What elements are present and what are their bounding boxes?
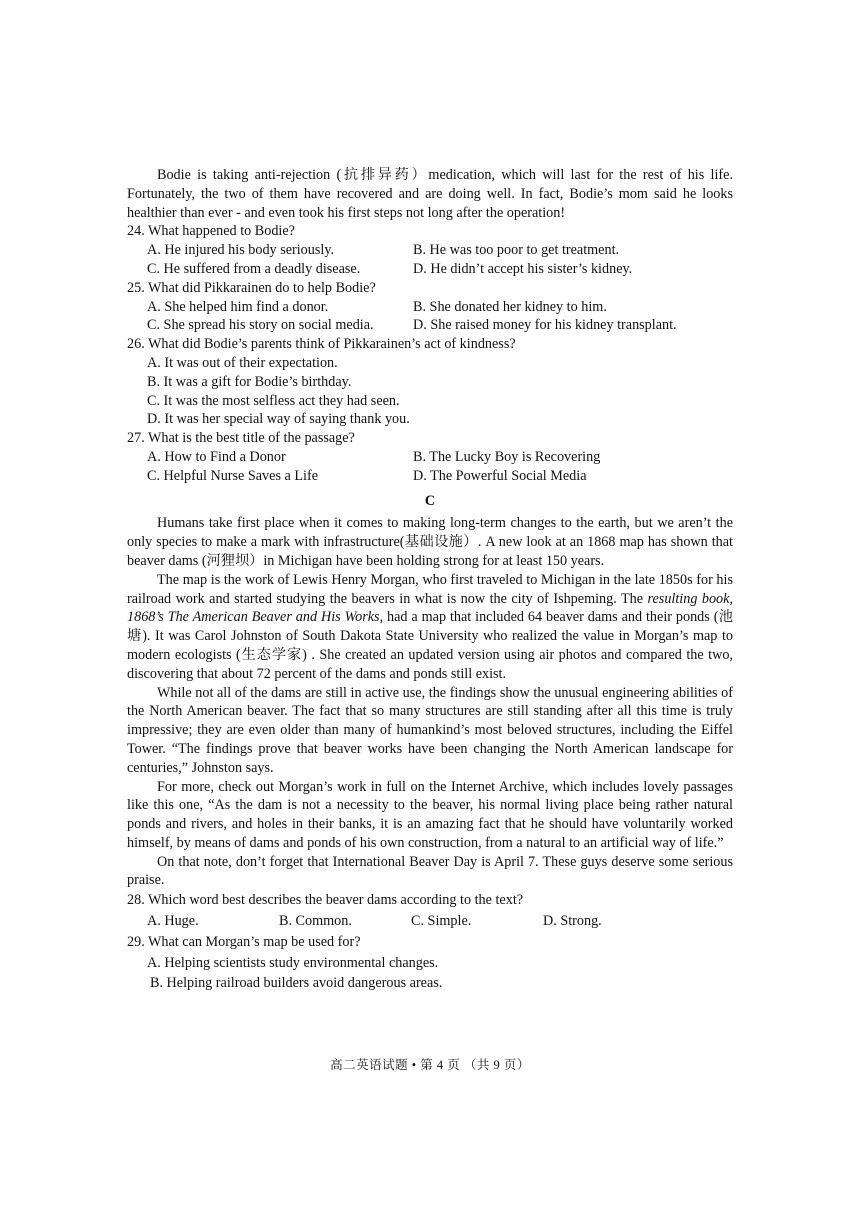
- option-26-a: A. It was out of their expectation.: [147, 354, 338, 371]
- option-24-b: B. He was too poor to get treatment.: [413, 242, 620, 259]
- question-28-options: [127, 912, 733, 931]
- book-title: resulting book, 1868’s The American Beaver and His Works: [127, 590, 733, 626]
- question-27-options-row-2: [127, 467, 733, 486]
- section-c-paragraph-2-part-2: , had a map that included 64 beaver dams and their ponds (池塘). It was Carol Johnston of South Dakota State University who realized the value in Morgan’s map to modern ecologists (生态学家) . She created an updated version using air photos and compared the two, discovering that about 72 percent of the dams and ponds still exist.: [127, 609, 733, 682]
- option-26-c: C. It was the most selfless act they had seen.: [147, 392, 400, 409]
- question-25-options-row-1: [127, 298, 733, 317]
- question-29-stem: 29. What can Morgan’s map be used for?: [127, 933, 361, 950]
- question-28-stem: 28. Which word best describes the beaver dams according to the text?: [127, 892, 524, 909]
- option-25-c: C. She spread his story on social media.: [147, 317, 374, 334]
- option-27-d: D. The Powerful Social Media: [413, 467, 587, 484]
- option-28-b: B. Common.: [279, 913, 352, 930]
- option-25-d: D. She raised money for his kidney transplant.: [413, 317, 677, 334]
- question-27-options-row-1: [127, 448, 733, 467]
- question-24-stem: 24. What happened to Bodie?: [127, 223, 295, 240]
- option-26-b: B. It was a gift for Bodie’s birthday.: [147, 373, 352, 390]
- exam-page-content: [127, 166, 733, 993]
- passage-b-final-paragraph: Bodie is taking anti-rejection (抗排异药）medication, which will last for the rest of his life. Fortunately, the two of them have recovered and are doing well. In fact, Bodie’s mom said he looks healthier than ever - and even took his first steps not long after the operation!: [127, 167, 733, 221]
- question-24-options-row-2: [127, 260, 733, 279]
- option-28-d: D. Strong.: [543, 913, 602, 930]
- question-27-stem: 27. What is the best title of the passage?: [127, 430, 355, 447]
- option-24-a: A. He injured his body seriously.: [147, 242, 335, 259]
- option-28-a: A. Huge.: [147, 913, 199, 930]
- section-c-paragraph-2: [127, 571, 733, 684]
- section-c-heading: C: [424, 492, 436, 509]
- section-c-paragraph-3: While not all of the dams are still in active use, the findings show the unusual engineering abilities of the North American beaver. The fact that so many structures are still standing after all this time is truly impressive; they are even older than many of humankind’s most beloved structures, including the Eiffel Tower. “The findings prove that beaver works have been changing the North American landscape for centuries,” Johnston says.: [127, 684, 733, 776]
- option-29-a: A. Helping scientists study environmental changes.: [147, 954, 439, 971]
- section-c-paragraph-1: Humans take first place when it comes to making long-term changes to the earth, but we aren’t the only species to make a mark with infrastructure(基础设施）. A new look at an 1868 map has shown that beaver dams (河狸坝）in Michigan have been holding strong for at least 150 years.: [127, 515, 733, 569]
- question-26-stem: 26. What did Bodie’s parents think of Pikkarainen’s act of kindness?: [127, 336, 516, 353]
- option-29-b: B. Helping railroad builders avoid dangerous areas.: [150, 975, 443, 992]
- option-24-d: D. He didn’t accept his sister’s kidney.: [413, 260, 633, 277]
- option-25-a: A. She helped him find a donor.: [147, 298, 329, 315]
- option-27-c: C. Helpful Nurse Saves a Life: [147, 467, 318, 484]
- page-footer: 高二英语试题 • 第 4 页 （共 9 页）: [330, 1058, 530, 1072]
- question-25-stem: 25. What did Pikkarainen do to help Bodie?: [127, 279, 376, 296]
- question-25-options-row-2: [127, 316, 733, 335]
- section-c-paragraph-4: For more, check out Morgan’s work in full on the Internet Archive, which includes lovely passages like this one, “As the dam is not a necessity to the beaver, his normal living place being rather natural ponds and rivers, and holes in their banks, it is an amazing fact that he should have voluntarily worked himself, by means of dams and ponds of his own construction, from a natural to an artificial way of life.”: [127, 778, 733, 851]
- option-26-d: D. It was her special way of saying thank you.: [147, 411, 410, 428]
- option-25-b: B. She donated her kidney to him.: [413, 298, 607, 315]
- option-27-b: B. The Lucky Boy is Recovering: [413, 448, 601, 465]
- section-c-paragraph-2-part-1: The map is the work of Lewis Henry Morgan, who first traveled to Michigan in the late 1850s for his railroad work and started studying the beavers in what is now the city of Ishpeming. The: [127, 571, 733, 607]
- option-28-c: C. Simple.: [411, 913, 472, 930]
- option-27-a: A. How to Find a Donor: [147, 448, 286, 465]
- option-24-c: C. He suffered from a deadly disease.: [147, 260, 361, 277]
- section-c-paragraph-5: On that note, don’t forget that International Beaver Day is April 7. These guys deserve some serious praise.: [127, 853, 733, 889]
- question-24-options-row-1: [127, 241, 733, 260]
